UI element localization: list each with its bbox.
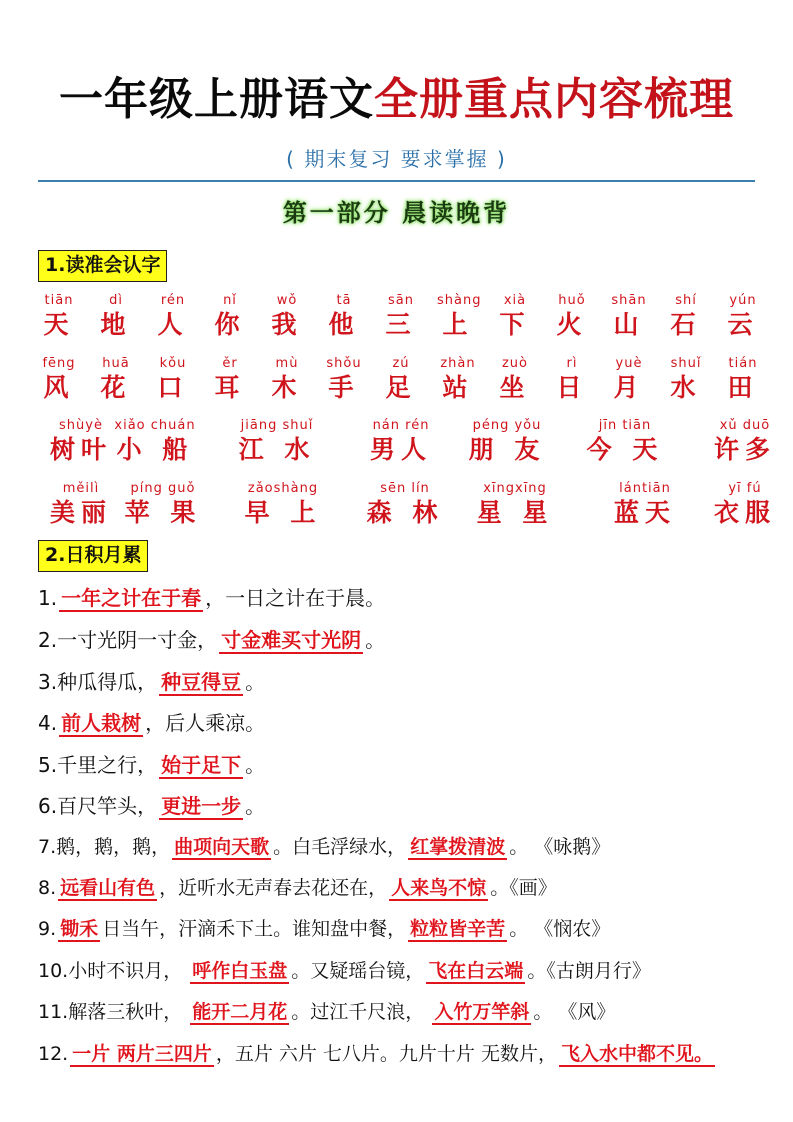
hanzi-text: 男人 [369,435,432,464]
character-card [38,293,80,341]
pinyin-text: xiǎo chuán [114,418,196,433]
pinyin-row [0,481,793,539]
character-card [380,293,422,341]
hanzi-text: 小 船 [116,435,194,464]
hanzi-text: 蓝天 [613,498,676,527]
pinyin-text: mù [275,356,299,371]
pinyin-text: shǒu [326,356,362,371]
item-number: 9. [38,918,57,940]
pinyin-row [0,356,793,414]
hanzi-text: 日 [556,373,588,402]
hanzi-text: 苹 果 [124,498,202,527]
pinyin-text: shí [675,293,697,308]
hanzi-text: 云 [727,310,759,339]
character-card [722,293,764,341]
item-number: 2. [38,628,58,652]
answer-text: 呼作白玉盘 [192,960,288,982]
prompt-text: 。 《咏鹅》 [509,836,611,858]
character-card [437,293,482,341]
hanzi-text: 星 星 [476,498,554,527]
prompt-text: 千里之行， [57,753,158,777]
pinyin-text: tā [336,293,352,308]
prompt-text: 种瓜得瓜， [57,670,158,694]
header-divider [38,180,755,182]
prompt-text: 。白毛浮绿水， [273,836,407,858]
hanzi-text: 足 [385,373,417,402]
answer-text: 一片 两片三四片 [72,1043,212,1065]
pinyin-text: xǔ duō [719,418,771,433]
prompt-text: 日当午，汗滴禾下土。谁知盘中餐， [102,918,407,940]
prompt-text: ，后人乘凉。 [145,711,266,735]
hanzi-text: 站 [442,373,474,402]
prompt-text: ，五片 六片 七八片。九片十片 无数片， [215,1043,557,1065]
character-card [470,481,560,529]
accumulation-item [38,1039,717,1069]
prompt-text: 鹅，鹅，鹅， [56,836,171,858]
pinyin-text: zú [392,356,410,371]
hanzi-text: 许多 [713,435,776,464]
pinyin-text: xià [503,293,527,308]
hanzi-text: 你 [214,310,246,339]
prompt-text: 。 《悯农》 [509,918,611,940]
character-card [323,356,365,404]
title-red-part: 全册重点内容梳理 [374,74,734,125]
character-card [551,356,593,404]
character-card [494,293,536,341]
pinyin-text: yuè [615,356,643,371]
character-card [551,293,593,341]
hanzi-text: 衣服 [713,498,776,527]
character-card [118,481,208,529]
answer-text: 曲项向天歌 [174,836,270,858]
hanzi-text: 山 [613,310,645,339]
pinyin-text: yún [729,293,757,308]
accumulation-item [38,956,651,986]
character-card [722,356,764,404]
pinyin-text: jiāng shuǐ [240,418,314,433]
item-number: 6. [38,794,58,818]
character-card [360,481,450,529]
pinyin-text: ěr [222,356,238,371]
accumulation-item [38,625,385,655]
hanzi-text: 花 [100,373,132,402]
character-card [356,418,446,466]
hanzi-text: 风 [43,373,75,402]
prompt-text: 百尺竿头， [57,794,158,818]
pinyin-text: shān [611,293,647,308]
answer-text: 红掌拨清波 [410,836,506,858]
character-card [110,418,200,466]
character-card [665,293,707,341]
prompt-text: 。 [245,670,266,694]
hanzi-text: 水 [670,373,702,402]
prompt-text: 。《画》 [490,877,557,899]
pinyin-text: jīn tiān [598,418,652,433]
answer-text: 前人栽树 [61,711,142,735]
pinyin-text: shuǐ [670,356,702,371]
subtitle: ( 期末复习 要求掌握 ) [286,147,507,171]
pinyin-text: rén [160,293,186,308]
pinyin-text: sēn lín [380,481,430,496]
accumulation-item [38,583,385,613]
accumulation-item [38,997,615,1027]
character-card [266,293,308,341]
pinyin-row [0,293,793,351]
prompt-text: 。 [245,794,266,818]
answer-text: 飞入水中都不见。 [560,1043,713,1065]
hanzi-text: 田 [727,373,759,402]
prompt-text: 小时不识月， [68,960,189,982]
character-card [266,356,308,404]
prompt-text: 。 [245,753,266,777]
hanzi-text: 坐 [499,373,531,402]
pinyin-text: fēng [42,356,76,371]
answer-text: 人来鸟不惊 [391,877,487,899]
character-card [152,356,194,404]
character-card [462,418,552,466]
accumulation-item [38,914,610,944]
answer-text: 粒粒皆辛苦 [410,918,506,940]
hanzi-text: 上 [442,310,474,339]
character-card [209,293,251,341]
title-black-part: 一年级上册语文 [59,74,374,125]
character-card [95,356,137,404]
character-card [494,356,536,404]
item-number: 4. [38,711,58,735]
item-number: 8. [38,877,57,899]
answer-text: 锄禾 [60,918,99,940]
character-card [152,293,194,341]
answer-text: 一年之计在于春 [61,586,202,610]
item-number: 12. [38,1043,69,1065]
prompt-text: 。 [365,628,386,652]
character-card [608,356,650,404]
pinyin-text: rì [566,356,578,371]
character-card [209,356,251,404]
answer-text: 飞在白云端 [428,960,524,982]
pinyin-text: píng guǒ [130,481,196,496]
accumulation-item [38,832,610,862]
hanzi-text: 下 [499,310,531,339]
character-card [380,356,422,404]
prompt-text: 一寸光阴一寸金， [57,628,218,652]
hanzi-text: 耳 [214,373,246,402]
character-card [700,418,790,466]
hanzi-text: 手 [328,373,360,402]
answer-text: 种豆得豆 [161,670,242,694]
character-card [608,293,650,341]
hanzi-text: 我 [271,310,303,339]
answer-text: 远看山有色 [60,877,156,899]
pinyin-text: tiān [44,293,74,308]
character-card [238,481,328,529]
prompt-text: 解落三秋叶， [68,1001,189,1023]
pinyin-text: yī fú [728,481,762,496]
prompt-text: 。《古朗月行》 [527,960,651,982]
pinyin-text: shùyè [59,418,103,433]
hanzi-text: 石 [670,310,702,339]
pinyin-text: huǒ [558,293,586,308]
hanzi-text: 树叶 [49,435,112,464]
pinyin-text: zuò [501,356,529,371]
accumulation-item [38,873,557,903]
hanzi-text: 地 [100,310,132,339]
section-1-label: 1.读准会认字 [38,250,167,282]
character-card [95,293,137,341]
pinyin-text: dì [109,293,123,308]
character-card [600,481,690,529]
pinyin-text: wǒ [276,293,298,308]
prompt-text: 。又疑瑶台镜， [291,960,425,982]
answer-text: 入竹万竿斜 [434,1001,530,1023]
hanzi-text: 早 上 [244,498,322,527]
character-card [700,481,790,529]
pinyin-text: huā [102,356,130,371]
prompt-text: ，近听水无声春去花还在， [159,877,388,899]
item-number: 1. [38,586,58,610]
answer-text: 更进一步 [161,794,242,818]
hanzi-text: 朋 友 [468,435,546,464]
pinyin-text: lántiān [619,481,671,496]
hanzi-text: 木 [271,373,303,402]
hanzi-text: 火 [556,310,588,339]
pinyin-row [0,418,793,476]
hanzi-text: 美丽 [49,498,112,527]
item-number: 11. [38,1001,69,1023]
answer-text: 寸金难买寸光阴 [221,628,362,652]
section-2-label: 2.日积月累 [38,540,148,572]
hanzi-text: 口 [157,373,189,402]
item-number: 5. [38,753,58,777]
item-number: 7. [38,836,57,858]
hanzi-text: 人 [157,310,189,339]
hanzi-text: 月 [613,373,645,402]
item-number: 10. [38,960,69,982]
pinyin-text: nán rén [372,418,430,433]
pinyin-text: zǎoshàng [247,481,319,496]
hanzi-text: 他 [328,310,360,339]
character-card [38,356,80,404]
pinyin-text: péng yǒu [472,418,542,433]
character-card [323,293,365,341]
pinyin-text: xīngxīng [483,481,547,496]
character-card [665,356,707,404]
pinyin-text: sān [388,293,414,308]
pinyin-text: měilì [62,481,100,496]
hanzi-text: 天 [43,310,75,339]
hanzi-text: 三 [385,310,417,339]
pinyin-text: nǐ [223,293,237,308]
pinyin-text: tián [728,356,758,371]
document-title [0,72,793,128]
pinyin-text: shàng [437,293,482,308]
hanzi-text: 森 林 [366,498,444,527]
prompt-text: ，一日之计在于晨。 [205,586,386,610]
hanzi-text: 今 天 [586,435,664,464]
character-card [36,481,126,529]
prompt-text: 。过江千尺浪， [291,1001,431,1023]
character-card [580,418,670,466]
answer-text: 能开二月花 [192,1001,288,1023]
part-title: 第一部分 晨读晚背 [282,199,511,227]
accumulation-item [38,791,265,821]
pinyin-text: zhàn [440,356,476,371]
accumulation-item [38,750,265,780]
character-card [232,418,322,466]
prompt-text: 。 《风》 [533,1001,616,1023]
pinyin-text: kǒu [159,356,187,371]
character-card [437,356,479,404]
hanzi-text: 江 水 [238,435,316,464]
answer-text: 始于足下 [161,753,242,777]
item-number: 3. [38,670,58,694]
accumulation-item [38,708,265,738]
accumulation-item [38,667,265,697]
